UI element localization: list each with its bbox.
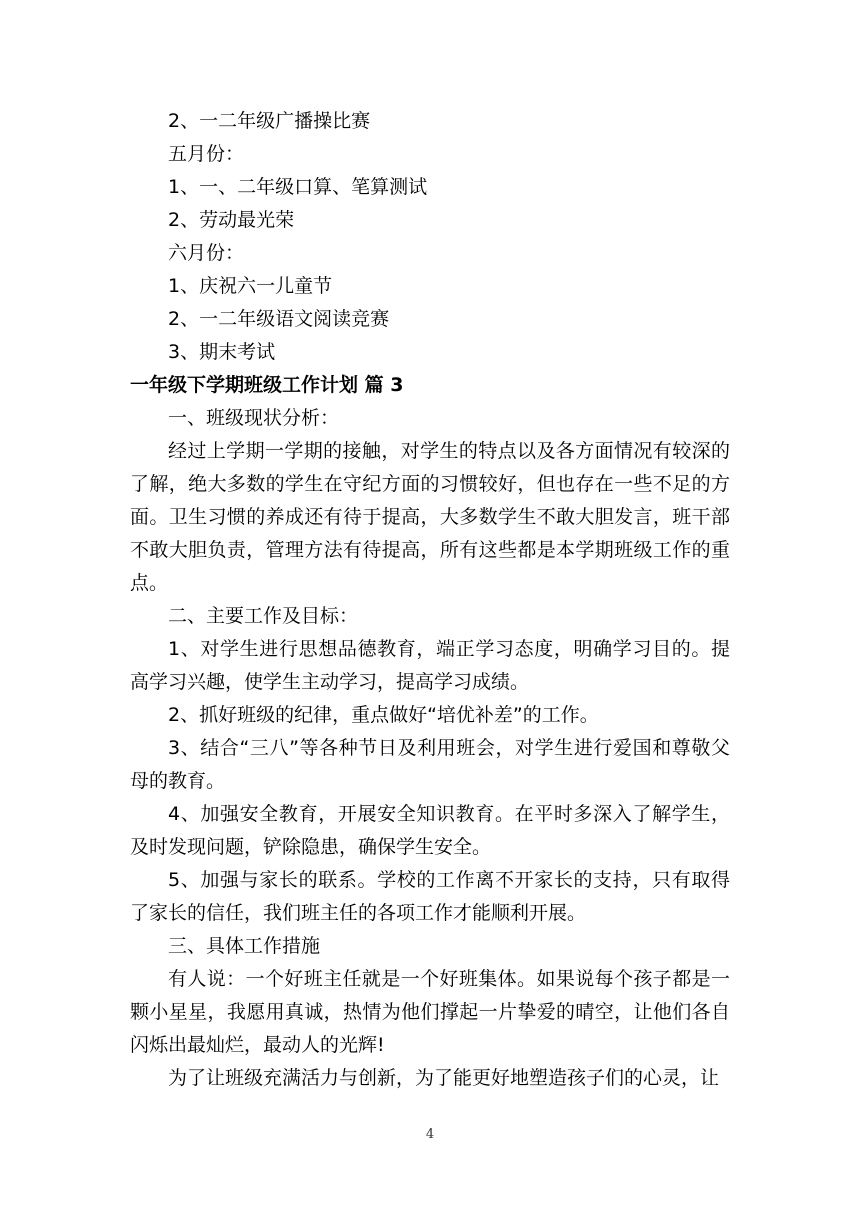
goal-item: 5、加强与家长的联系。学校的工作离不开家长的支持，只有取得了家长的信任，我们班主任的各项工作才能顺利开展。: [130, 869, 730, 924]
list-item: 2、一二年级语文阅读竞赛: [168, 308, 390, 330]
document-body: [130, 105, 730, 1095]
goal-item: 4、加强安全教育，开展安全知识教育。在平时多深入了解学生，及时发现问题，铲除隐患，确保学生安全。: [130, 803, 730, 858]
sub-heading: 三、具体工作措施: [168, 935, 321, 957]
list-item: 3、期末考试: [168, 341, 276, 363]
month-label: 五月份：: [168, 143, 245, 165]
list-item: 2、一二年级广播操比赛: [168, 110, 371, 132]
month-label: 六月份：: [168, 242, 245, 264]
sub-heading: 一、班级现状分析：: [168, 407, 340, 429]
list-item: 2、劳动最光荣: [168, 209, 295, 231]
sub-heading: 二、主要工作及目标：: [168, 605, 359, 627]
goal-item: 2、抓好班级的纪律，重点做好“培优补差”的工作。: [168, 704, 599, 726]
section-title: 一年级下学期班级工作计划 篇 3: [130, 374, 404, 396]
paragraph: 为了让班级充满活力与创新，为了能更好地塑造孩子们的心灵，让: [168, 1067, 720, 1089]
paragraph: 有人说：一个好班主任就是一个好班集体。如果说每个孩子都是一颗小星星，我愿用真诚，热情为他们撑起一片挚爱的晴空，让他们各自闪烁出最灿烂，最动人的光辉!: [130, 968, 730, 1056]
goal-item: 1、对学生进行思想品德教育，端正学习态度，明确学习目的。提高学习兴趣，使学生主动学习，提高学习成绩。: [130, 638, 730, 693]
list-item: 1、一、二年级口算、笔算测试: [168, 176, 428, 198]
goal-item: 3、结合“三八”等各种节日及利用班会，对学生进行爱国和尊敬父母的教育。: [130, 737, 730, 792]
paragraph: 经过上学期一学期的接触，对学生的特点以及各方面情况有较深的了解，绝大多数的学生在守纪方面的习惯较好，但也存在一些不足的方面。卫生习惯的养成还有待于提高，大多数学生不敢大胆发言，班干部不敢大胆负责，管理方法有待提高，所有这些都是本学期班级工作的重点。: [130, 440, 730, 594]
page-number: 4: [425, 1127, 435, 1142]
list-item: 1、庆祝六一儿童节: [168, 275, 333, 297]
